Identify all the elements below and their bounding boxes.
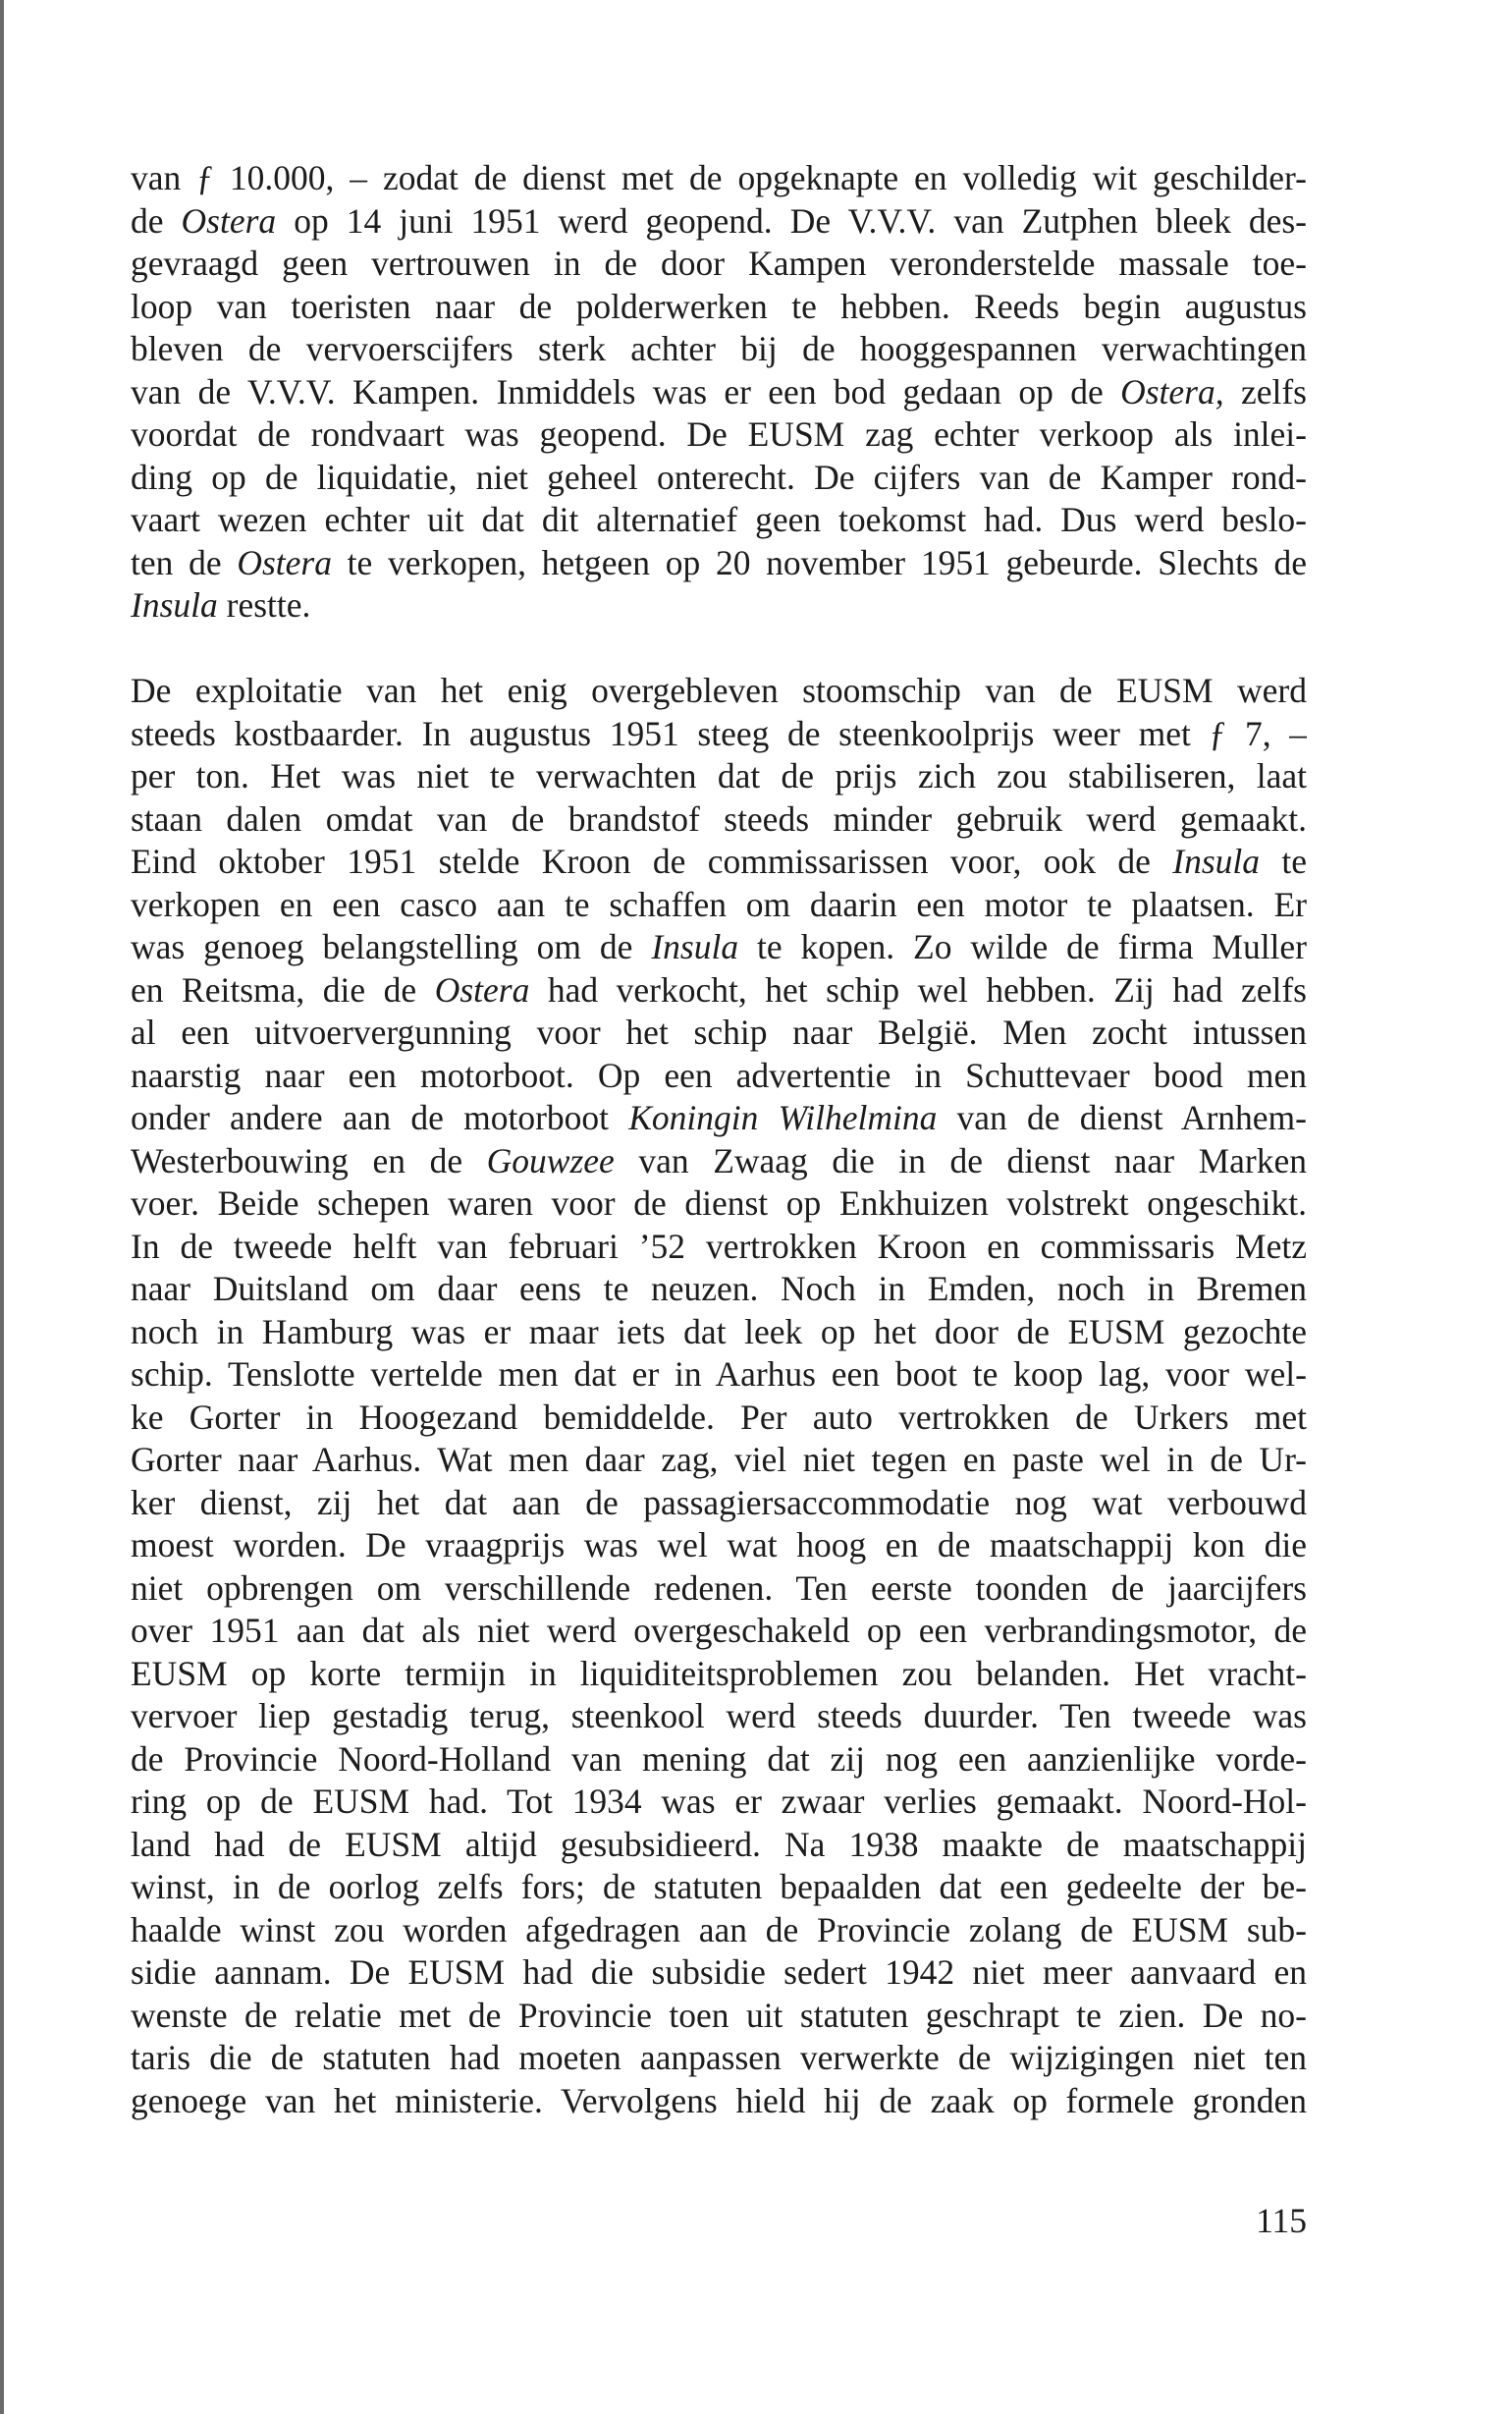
page-spine-shadow xyxy=(0,0,4,2414)
text-line: verkopen en een casco aan te schaffen om daarin een motor te plaatsen. Er xyxy=(131,884,1307,924)
text-line: taris die de statuten had moeten aanpassen verwerkte de wijzigingen niet ten xyxy=(131,2038,1307,2077)
text-line: de Provincie Noord-Holland van mening dat zij nog een aanzienlijke vorde- xyxy=(131,1738,1307,1779)
text-line: loop van toeristen naar de polderwerken te hebben. Reeds begin augustus xyxy=(131,286,1307,326)
text-line: De exploitatie van het enig overgebleven stoomschip van de EUSM werd xyxy=(131,671,1307,710)
paragraph-1 xyxy=(131,157,1307,628)
text-line: wenste de relatie met de Provincie toen uit statuten geschrapt te zien. De no- xyxy=(131,1995,1307,2035)
text-line: van ƒ 10.000, – zodat de dienst met de opgeknapte en volledig wit geschilder- xyxy=(131,158,1307,197)
text-line: Insula restte. xyxy=(131,585,311,625)
text-line: vaart wezen echter uit dat dit alternatief geen toekomst had. Dus werd beslo- xyxy=(131,500,1307,539)
text-line: van de V.V.V. Kampen. Inmiddels was er een bod gedaan op de Ostera, zelfs xyxy=(131,371,1307,411)
text-line: per ton. Het was niet te verwachten dat de prijs zich zou stabiliseren, laat xyxy=(131,756,1307,796)
text-line: staan dalen omdat van de brandstof steeds minder gebruik werd gemaakt. xyxy=(131,798,1307,839)
text-line: ding op de liquidatie, niet geheel onterecht. De cijfers van de Kamper rond- xyxy=(131,457,1307,497)
text-line: de Ostera op 14 juni 1951 werd geopend. De V.V.V. van Zutphen bleek des- xyxy=(131,200,1307,241)
text-line: niet opbrengen om verschillende redenen. Ten eerste toonden de jaarcijfers xyxy=(131,1567,1307,1608)
paragraph-2 xyxy=(131,670,1307,2122)
text-line: schip. Tenslotte vertelde men dat er in Aarhus een boot te koop lag, voor wel- xyxy=(131,1354,1307,1394)
paragraph-gap xyxy=(131,628,1307,671)
text-line: was genoeg belangstelling om de Insula te kopen. Zo wilde de firma Muller xyxy=(131,927,1307,966)
text-line: winst, in de oorlog zelfs fors; de statuten bepaalden dat een gedeelte der be- xyxy=(131,1867,1307,1906)
text-line: naarstig naar een motorboot. Op een advertentie in Schuttevaer bood men xyxy=(131,1055,1307,1095)
text-line: gevraagd geen vertrouwen in de door Kampen veronderstelde massale toe- xyxy=(131,244,1307,283)
text-line: genoege van het ministerie. Vervolgens hield hij de zaak op formele gronden xyxy=(131,2080,1307,2120)
text-line: ten de Ostera te verkopen, hetgeen op 20 november 1951 gebeurde. Slechts de xyxy=(131,542,1307,582)
text-line: land had de EUSM altijd gesubsidieerd. Na 1938 maakte de maatschappij xyxy=(131,1824,1307,1864)
text-line: Eind oktober 1951 stelde Kroon de commissarissen voor, ook de Insula te xyxy=(131,842,1307,881)
body-text xyxy=(131,157,1307,2122)
text-line: Westerbouwing en de Gouwzee van Zwaag die in de dienst naar Marken xyxy=(131,1140,1307,1180)
page-number: 115 xyxy=(1256,2201,1307,2240)
text-line: onder andere aan de motorboot Koningin Wilhelmina van de dienst Arnhem- xyxy=(131,1098,1307,1137)
text-line: over 1951 aan dat als niet werd overgeschakeld op een verbrandingsmotor, de xyxy=(131,1611,1307,1650)
text-line: ke Gorter in Hoogezand bemiddelde. Per auto vertrokken de Urkers met xyxy=(131,1397,1307,1437)
text-line: Gorter naar Aarhus. Wat men daar zag, viel niet tegen en paste wel in de Ur- xyxy=(131,1440,1307,1479)
text-line: naar Duitsland om daar eens te neuzen. Noch in Emden, noch in Bremen xyxy=(131,1269,1307,1308)
text-line: haalde winst zou worden afgedragen aan de Provincie zolang de EUSM sub- xyxy=(131,1909,1307,1949)
text-line: moest worden. De vraagprijs was wel wat hoog en de maatschappij kon die xyxy=(131,1525,1307,1564)
text-line: ring op de EUSM had. Tot 1934 was er zwaar verlies gemaakt. Noord-Hol- xyxy=(131,1782,1307,1821)
text-line: ker dienst, zij het dat aan de passagiersaccommodatie nog wat verbouwd xyxy=(131,1482,1307,1522)
text-line: voordat de rondvaart was geopend. De EUSM zag echter verkoop als inlei- xyxy=(131,414,1307,454)
text-line: en Reitsma, die de Ostera had verkocht, het schip wel hebben. Zij had zelfs xyxy=(131,969,1307,1010)
text-line: noch in Hamburg was er maar iets dat leek op het door de EUSM gezochte xyxy=(131,1311,1307,1351)
text-line: voer. Beide schepen waren voor de dienst op Enkhuizen volstrekt ongeschikt. xyxy=(131,1183,1307,1223)
text-line: bleven de vervoerscijfers sterk achter bij de hooggespannen verwachtingen xyxy=(131,329,1307,368)
text-line: sidie aannam. De EUSM had die subsidie sedert 1942 niet meer aanvaard en xyxy=(131,1952,1307,1992)
text-line: al een uitvoervergunning voor het schip naar België. Men zocht intussen xyxy=(131,1013,1307,1052)
text-line: vervoer liep gestadig terug, steenkool werd steeds duurder. Ten tweede was xyxy=(131,1696,1307,1735)
text-line: EUSM op korte termijn in liquiditeitsproblemen zou belanden. Het vracht- xyxy=(131,1653,1307,1693)
text-line: In de tweede helft van februari ’52 vertrokken Kroon en commissaris Metz xyxy=(131,1226,1307,1266)
text-line: steeds kostbaarder. In augustus 1951 steeg de steenkoolprijs weer met ƒ 7, – xyxy=(131,713,1307,753)
